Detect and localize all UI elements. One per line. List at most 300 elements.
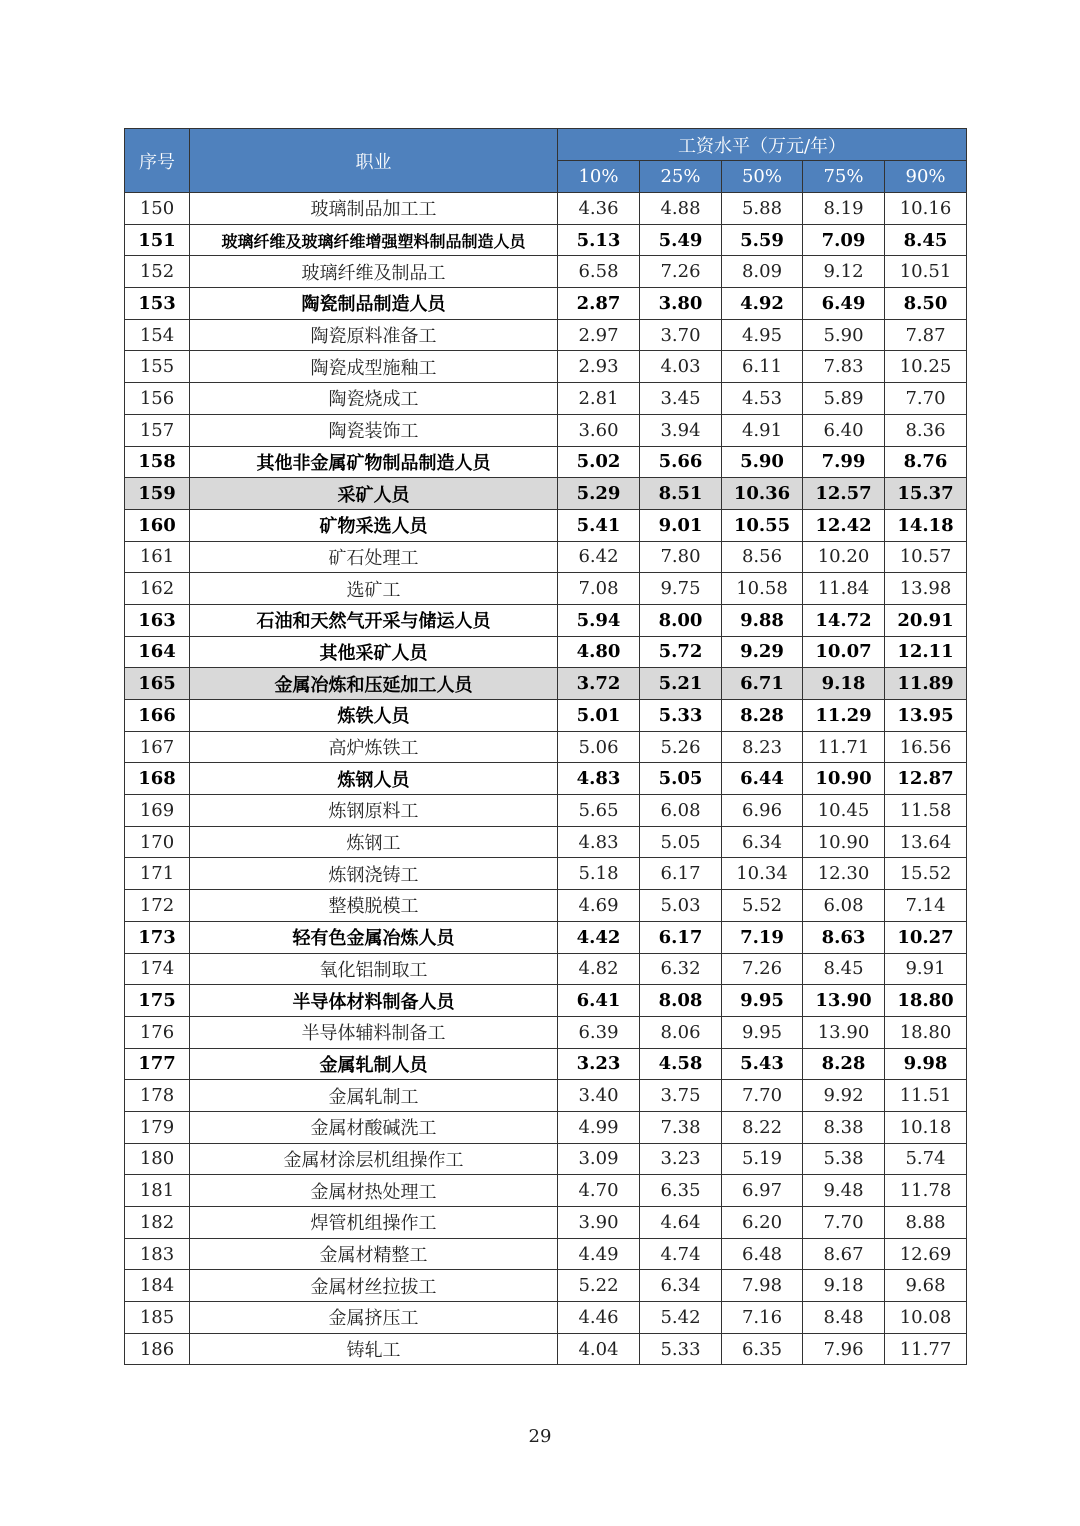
wage-p75-cell: 6.08 <box>803 890 885 922</box>
wage-p75-cell: 12.42 <box>803 509 885 541</box>
row-index-cell: 169 <box>125 795 190 827</box>
wage-p90-cell: 12.11 <box>885 636 967 668</box>
wage-p25-cell: 5.33 <box>640 700 722 732</box>
table-row <box>125 351 967 383</box>
wage-p50-cell: 6.71 <box>722 668 803 700</box>
wage-p75-cell: 8.38 <box>803 1111 885 1143</box>
row-index-cell: 164 <box>125 636 190 668</box>
percentile-90-header: 90% <box>885 161 967 193</box>
page-number: 29 <box>528 1426 552 1447</box>
wage-p75-cell: 8.19 <box>803 193 885 225</box>
wage-p25-cell: 5.72 <box>640 636 722 668</box>
wage-p50-cell: 6.35 <box>722 1333 803 1365</box>
wage-p50-cell: 9.29 <box>722 636 803 668</box>
wage-p90-cell: 11.77 <box>885 1333 967 1365</box>
wage-p10-cell: 3.23 <box>558 1048 640 1080</box>
wage-p10-cell: 5.06 <box>558 731 640 763</box>
wage-p10-cell: 5.13 <box>558 224 640 256</box>
wage-p50-cell: 8.22 <box>722 1111 803 1143</box>
table-row <box>125 1270 967 1302</box>
wage-p75-cell: 8.45 <box>803 953 885 985</box>
table-row <box>125 1111 967 1143</box>
wage-p50-cell: 10.58 <box>722 573 803 605</box>
wage-p10-cell: 4.49 <box>558 1238 640 1270</box>
wage-p10-cell: 5.94 <box>558 604 640 636</box>
wage-p10-cell: 6.58 <box>558 256 640 288</box>
wage-p50-cell: 9.95 <box>722 985 803 1017</box>
wage-p10-cell: 6.41 <box>558 985 640 1017</box>
occupation-cell: 金属材酸碱洗工 <box>190 1111 558 1143</box>
wage-p50-cell: 9.88 <box>722 604 803 636</box>
wage-p90-cell: 9.68 <box>885 1270 967 1302</box>
wage-p10-cell: 5.65 <box>558 795 640 827</box>
wage-p75-cell: 5.38 <box>803 1143 885 1175</box>
occupation-cell: 炼铁人员 <box>190 700 558 732</box>
wage-p75-cell: 11.84 <box>803 573 885 605</box>
wage-p25-cell: 4.88 <box>640 193 722 225</box>
occupation-cell: 轻有色金属冶炼人员 <box>190 921 558 953</box>
row-index-cell: 152 <box>125 256 190 288</box>
wage-p25-cell: 8.06 <box>640 1016 722 1048</box>
row-index-cell: 155 <box>125 351 190 383</box>
occupation-cell: 矿石处理工 <box>190 541 558 573</box>
wage-p10-cell: 5.02 <box>558 446 640 478</box>
wage-p10-cell: 4.70 <box>558 1175 640 1207</box>
wage-p75-cell: 7.70 <box>803 1207 885 1239</box>
wage-p50-cell: 7.16 <box>722 1302 803 1334</box>
occupation-cell: 炼钢工 <box>190 826 558 858</box>
wage-p50-cell: 5.19 <box>722 1143 803 1175</box>
wage-p10-cell: 5.01 <box>558 700 640 732</box>
row-index-cell: 172 <box>125 890 190 922</box>
table-row <box>125 1143 967 1175</box>
occupation-cell: 半导体材料制备人员 <box>190 985 558 1017</box>
table-row <box>125 700 967 732</box>
wage-p50-cell: 6.11 <box>722 351 803 383</box>
wage-p10-cell: 3.90 <box>558 1207 640 1239</box>
row-index-cell: 175 <box>125 985 190 1017</box>
wage-p25-cell: 3.23 <box>640 1143 722 1175</box>
wage-p10-cell: 6.39 <box>558 1016 640 1048</box>
wage-p50-cell: 4.91 <box>722 414 803 446</box>
row-index-cell: 161 <box>125 541 190 573</box>
occupation-cell: 采矿人员 <box>190 478 558 510</box>
wage-p50-cell: 6.96 <box>722 795 803 827</box>
wage-p50-cell: 6.44 <box>722 763 803 795</box>
wage-p90-cell: 14.18 <box>885 509 967 541</box>
wage-p90-cell: 11.89 <box>885 668 967 700</box>
occupation-cell: 金属轧制人员 <box>190 1048 558 1080</box>
row-index-cell: 153 <box>125 288 190 320</box>
wage-p75-cell: 9.92 <box>803 1080 885 1112</box>
wage-p90-cell: 10.57 <box>885 541 967 573</box>
row-index-cell: 179 <box>125 1111 190 1143</box>
row-index-cell: 167 <box>125 731 190 763</box>
wage-p75-cell: 8.63 <box>803 921 885 953</box>
table-row <box>125 668 967 700</box>
wage-p25-cell: 5.05 <box>640 763 722 795</box>
row-index-cell: 165 <box>125 668 190 700</box>
occupation-cell: 金属冶炼和压延加工人员 <box>190 668 558 700</box>
row-index-cell: 178 <box>125 1080 190 1112</box>
wage-p90-cell: 7.14 <box>885 890 967 922</box>
wage-p25-cell: 4.74 <box>640 1238 722 1270</box>
wage-p10-cell: 4.83 <box>558 763 640 795</box>
wage-p50-cell: 5.43 <box>722 1048 803 1080</box>
occupation-cell: 金属材精整工 <box>190 1238 558 1270</box>
wage-p10-cell: 3.09 <box>558 1143 640 1175</box>
occupation-cell: 石油和天然气开采与储运人员 <box>190 604 558 636</box>
table-header <box>125 129 967 193</box>
wage-p10-cell: 2.81 <box>558 383 640 415</box>
wage-p90-cell: 10.18 <box>885 1111 967 1143</box>
wage-p50-cell: 10.36 <box>722 478 803 510</box>
wage-p25-cell: 6.17 <box>640 921 722 953</box>
wage-p25-cell: 7.38 <box>640 1111 722 1143</box>
occupation-cell: 陶瓷原料准备工 <box>190 319 558 351</box>
row-index-cell: 162 <box>125 573 190 605</box>
wage-p75-cell: 7.83 <box>803 351 885 383</box>
wage-p25-cell: 8.00 <box>640 604 722 636</box>
occupation-cell: 玻璃纤维及玻璃纤维增强塑料制品制造人员 <box>190 224 558 256</box>
wage-p75-cell: 5.89 <box>803 383 885 415</box>
wage-p10-cell: 4.42 <box>558 921 640 953</box>
wage-p10-cell: 4.04 <box>558 1333 640 1365</box>
wage-table <box>124 128 967 1365</box>
table-row <box>125 1302 967 1334</box>
wage-p25-cell: 5.03 <box>640 890 722 922</box>
wage-p50-cell: 9.95 <box>722 1016 803 1048</box>
table-row <box>125 256 967 288</box>
wage-p75-cell: 7.99 <box>803 446 885 478</box>
occupation-cell: 半导体辅料制备工 <box>190 1016 558 1048</box>
wage-p25-cell: 4.64 <box>640 1207 722 1239</box>
table-row <box>125 1238 967 1270</box>
row-index-cell: 150 <box>125 193 190 225</box>
row-index-cell: 181 <box>125 1175 190 1207</box>
wage-p50-cell: 6.34 <box>722 826 803 858</box>
row-index-cell: 160 <box>125 509 190 541</box>
table-row <box>125 509 967 541</box>
wage-p25-cell: 3.75 <box>640 1080 722 1112</box>
wage-p25-cell: 6.35 <box>640 1175 722 1207</box>
wage-p50-cell: 10.55 <box>722 509 803 541</box>
wage-p90-cell: 15.37 <box>885 478 967 510</box>
wage-p10-cell: 2.93 <box>558 351 640 383</box>
wage-p90-cell: 9.98 <box>885 1048 967 1080</box>
wage-p25-cell: 6.17 <box>640 858 722 890</box>
wage-p25-cell: 7.80 <box>640 541 722 573</box>
wage-p10-cell: 4.99 <box>558 1111 640 1143</box>
table-row <box>125 573 967 605</box>
wage-p75-cell: 13.90 <box>803 1016 885 1048</box>
wage-p25-cell: 6.32 <box>640 953 722 985</box>
table-row <box>125 224 967 256</box>
occupation-cell: 选矿工 <box>190 573 558 605</box>
wage-p25-cell: 5.05 <box>640 826 722 858</box>
occupation-cell: 焊管机组操作工 <box>190 1207 558 1239</box>
wage-p10-cell: 4.69 <box>558 890 640 922</box>
row-index-cell: 159 <box>125 478 190 510</box>
table-row <box>125 1048 967 1080</box>
occupation-cell: 金属材涂层机组操作工 <box>190 1143 558 1175</box>
occupation-cell: 炼钢人员 <box>190 763 558 795</box>
row-index-cell: 184 <box>125 1270 190 1302</box>
occupation-cell: 高炉炼铁工 <box>190 731 558 763</box>
row-index-cell: 163 <box>125 604 190 636</box>
wage-p25-cell: 6.34 <box>640 1270 722 1302</box>
wage-p75-cell: 9.18 <box>803 668 885 700</box>
wage-p10-cell: 3.72 <box>558 668 640 700</box>
wage-p10-cell: 4.36 <box>558 193 640 225</box>
wage-p90-cell: 11.51 <box>885 1080 967 1112</box>
wage-p75-cell: 7.09 <box>803 224 885 256</box>
wage-p90-cell: 8.45 <box>885 224 967 256</box>
table-row <box>125 193 967 225</box>
wage-p90-cell: 18.80 <box>885 985 967 1017</box>
wage-p75-cell: 14.72 <box>803 604 885 636</box>
wage-p10-cell: 3.60 <box>558 414 640 446</box>
table-row <box>125 763 967 795</box>
wage-p75-cell: 6.40 <box>803 414 885 446</box>
percentile-75-header: 75% <box>803 161 885 193</box>
table-row <box>125 1333 967 1365</box>
percentile-25-header: 25% <box>640 161 722 193</box>
table-row <box>125 921 967 953</box>
wage-p90-cell: 10.51 <box>885 256 967 288</box>
index-column-header: 序号 <box>125 129 190 193</box>
wage-p25-cell: 3.94 <box>640 414 722 446</box>
occupation-cell: 金属材丝拉拔工 <box>190 1270 558 1302</box>
row-index-cell: 185 <box>125 1302 190 1334</box>
occupation-cell: 陶瓷烧成工 <box>190 383 558 415</box>
wage-p50-cell: 7.98 <box>722 1270 803 1302</box>
wage-p10-cell: 2.97 <box>558 319 640 351</box>
row-index-cell: 174 <box>125 953 190 985</box>
table-row <box>125 795 967 827</box>
wage-p25-cell: 3.70 <box>640 319 722 351</box>
wage-p90-cell: 10.25 <box>885 351 967 383</box>
row-index-cell: 154 <box>125 319 190 351</box>
occupation-cell: 其他非金属矿物制品制造人员 <box>190 446 558 478</box>
row-index-cell: 176 <box>125 1016 190 1048</box>
wage-p90-cell: 15.52 <box>885 858 967 890</box>
table-row <box>125 1080 967 1112</box>
occupation-cell: 金属轧制工 <box>190 1080 558 1112</box>
occupation-cell: 炼钢浇铸工 <box>190 858 558 890</box>
row-index-cell: 158 <box>125 446 190 478</box>
wage-p25-cell: 7.26 <box>640 256 722 288</box>
wage-p25-cell: 3.45 <box>640 383 722 415</box>
row-index-cell: 170 <box>125 826 190 858</box>
wage-p90-cell: 13.98 <box>885 573 967 605</box>
wage-p75-cell: 9.48 <box>803 1175 885 1207</box>
wage-p10-cell: 4.46 <box>558 1302 640 1334</box>
wage-p25-cell: 9.75 <box>640 573 722 605</box>
wage-p50-cell: 5.52 <box>722 890 803 922</box>
table-body <box>125 193 967 1365</box>
wage-p10-cell: 4.83 <box>558 826 640 858</box>
wage-p50-cell: 5.88 <box>722 193 803 225</box>
wage-p50-cell: 6.97 <box>722 1175 803 1207</box>
wage-p10-cell: 5.18 <box>558 858 640 890</box>
wage-p50-cell: 4.95 <box>722 319 803 351</box>
wage-p75-cell: 10.07 <box>803 636 885 668</box>
wage-p25-cell: 5.33 <box>640 1333 722 1365</box>
wage-p50-cell: 8.28 <box>722 700 803 732</box>
table-row <box>125 604 967 636</box>
occupation-cell: 金属材热处理工 <box>190 1175 558 1207</box>
table-row <box>125 478 967 510</box>
wage-p50-cell: 6.20 <box>722 1207 803 1239</box>
wage-group-header: 工资水平（万元/年） <box>558 129 967 161</box>
table-row <box>125 826 967 858</box>
table-row <box>125 985 967 1017</box>
wage-p25-cell: 8.08 <box>640 985 722 1017</box>
wage-p75-cell: 8.28 <box>803 1048 885 1080</box>
occupation-cell: 金属挤压工 <box>190 1302 558 1334</box>
wage-p90-cell: 10.27 <box>885 921 967 953</box>
occupation-cell: 氧化铝制取工 <box>190 953 558 985</box>
wage-p10-cell: 4.82 <box>558 953 640 985</box>
wage-p10-cell: 6.42 <box>558 541 640 573</box>
row-index-cell: 173 <box>125 921 190 953</box>
table-row <box>125 288 967 320</box>
wage-p50-cell: 7.70 <box>722 1080 803 1112</box>
percentile-50-header: 50% <box>722 161 803 193</box>
wage-p50-cell: 7.19 <box>722 921 803 953</box>
occupation-cell: 陶瓷制品制造人员 <box>190 288 558 320</box>
wage-p90-cell: 8.76 <box>885 446 967 478</box>
wage-p90-cell: 11.58 <box>885 795 967 827</box>
table-row <box>125 890 967 922</box>
wage-p90-cell: 8.88 <box>885 1207 967 1239</box>
wage-p75-cell: 13.90 <box>803 985 885 1017</box>
wage-p50-cell: 4.92 <box>722 288 803 320</box>
table-row <box>125 414 967 446</box>
wage-p25-cell: 5.26 <box>640 731 722 763</box>
table-row <box>125 1016 967 1048</box>
table-row <box>125 383 967 415</box>
wage-p10-cell: 5.22 <box>558 1270 640 1302</box>
wage-p90-cell: 7.87 <box>885 319 967 351</box>
table-row <box>125 541 967 573</box>
occupation-cell: 玻璃纤维及制品工 <box>190 256 558 288</box>
wage-p90-cell: 9.91 <box>885 953 967 985</box>
wage-p90-cell: 18.80 <box>885 1016 967 1048</box>
wage-p75-cell: 8.48 <box>803 1302 885 1334</box>
wage-p75-cell: 10.45 <box>803 795 885 827</box>
wage-p75-cell: 9.18 <box>803 1270 885 1302</box>
table-row <box>125 319 967 351</box>
row-index-cell: 186 <box>125 1333 190 1365</box>
wage-p10-cell: 5.29 <box>558 478 640 510</box>
row-index-cell: 168 <box>125 763 190 795</box>
wage-p75-cell: 11.71 <box>803 731 885 763</box>
occupation-cell: 整模脱模工 <box>190 890 558 922</box>
table-row <box>125 1207 967 1239</box>
wage-p50-cell: 6.48 <box>722 1238 803 1270</box>
wage-p25-cell: 8.51 <box>640 478 722 510</box>
wage-p90-cell: 8.50 <box>885 288 967 320</box>
wage-p50-cell: 8.09 <box>722 256 803 288</box>
wage-p25-cell: 5.21 <box>640 668 722 700</box>
table-row <box>125 446 967 478</box>
row-index-cell: 180 <box>125 1143 190 1175</box>
wage-p10-cell: 3.40 <box>558 1080 640 1112</box>
wage-p50-cell: 5.90 <box>722 446 803 478</box>
wage-p10-cell: 7.08 <box>558 573 640 605</box>
wage-p90-cell: 7.70 <box>885 383 967 415</box>
row-index-cell: 151 <box>125 224 190 256</box>
wage-p75-cell: 12.30 <box>803 858 885 890</box>
wage-p50-cell: 8.23 <box>722 731 803 763</box>
wage-p25-cell: 5.66 <box>640 446 722 478</box>
wage-p75-cell: 8.67 <box>803 1238 885 1270</box>
wage-p90-cell: 10.16 <box>885 193 967 225</box>
occupation-cell: 铸轧工 <box>190 1333 558 1365</box>
table-row <box>125 731 967 763</box>
wage-p25-cell: 4.58 <box>640 1048 722 1080</box>
wage-p25-cell: 5.42 <box>640 1302 722 1334</box>
wage-p75-cell: 9.12 <box>803 256 885 288</box>
wage-p10-cell: 5.41 <box>558 509 640 541</box>
row-index-cell: 157 <box>125 414 190 446</box>
occupation-cell: 陶瓷装饰工 <box>190 414 558 446</box>
occupation-cell: 矿物采选人员 <box>190 509 558 541</box>
table-row <box>125 858 967 890</box>
wage-p10-cell: 2.87 <box>558 288 640 320</box>
occupation-cell: 陶瓷成型施釉工 <box>190 351 558 383</box>
wage-p50-cell: 5.59 <box>722 224 803 256</box>
wage-p75-cell: 10.90 <box>803 763 885 795</box>
wage-p50-cell: 8.56 <box>722 541 803 573</box>
wage-p90-cell: 13.64 <box>885 826 967 858</box>
occupation-cell: 其他采矿人员 <box>190 636 558 668</box>
wage-p25-cell: 6.08 <box>640 795 722 827</box>
occupation-column-header: 职业 <box>190 129 558 193</box>
wage-p25-cell: 4.03 <box>640 351 722 383</box>
wage-p90-cell: 11.78 <box>885 1175 967 1207</box>
percentile-10-header: 10% <box>558 161 640 193</box>
wage-p90-cell: 12.69 <box>885 1238 967 1270</box>
wage-p50-cell: 10.34 <box>722 858 803 890</box>
wage-p75-cell: 11.29 <box>803 700 885 732</box>
row-index-cell: 182 <box>125 1207 190 1239</box>
wage-p75-cell: 12.57 <box>803 478 885 510</box>
wage-p10-cell: 4.80 <box>558 636 640 668</box>
wage-p90-cell: 13.95 <box>885 700 967 732</box>
wage-p90-cell: 10.08 <box>885 1302 967 1334</box>
row-index-cell: 177 <box>125 1048 190 1080</box>
wage-p90-cell: 16.56 <box>885 731 967 763</box>
row-index-cell: 166 <box>125 700 190 732</box>
occupation-cell: 玻璃制品加工工 <box>190 193 558 225</box>
wage-p75-cell: 7.96 <box>803 1333 885 1365</box>
wage-p75-cell: 6.49 <box>803 288 885 320</box>
wage-p25-cell: 5.49 <box>640 224 722 256</box>
wage-p90-cell: 12.87 <box>885 763 967 795</box>
table-row <box>125 953 967 985</box>
wage-p90-cell: 20.91 <box>885 604 967 636</box>
wage-p25-cell: 9.01 <box>640 509 722 541</box>
wage-p90-cell: 8.36 <box>885 414 967 446</box>
wage-p50-cell: 4.53 <box>722 383 803 415</box>
table-row <box>125 1175 967 1207</box>
wage-p75-cell: 10.90 <box>803 826 885 858</box>
wage-p90-cell: 5.74 <box>885 1143 967 1175</box>
wage-p25-cell: 3.80 <box>640 288 722 320</box>
